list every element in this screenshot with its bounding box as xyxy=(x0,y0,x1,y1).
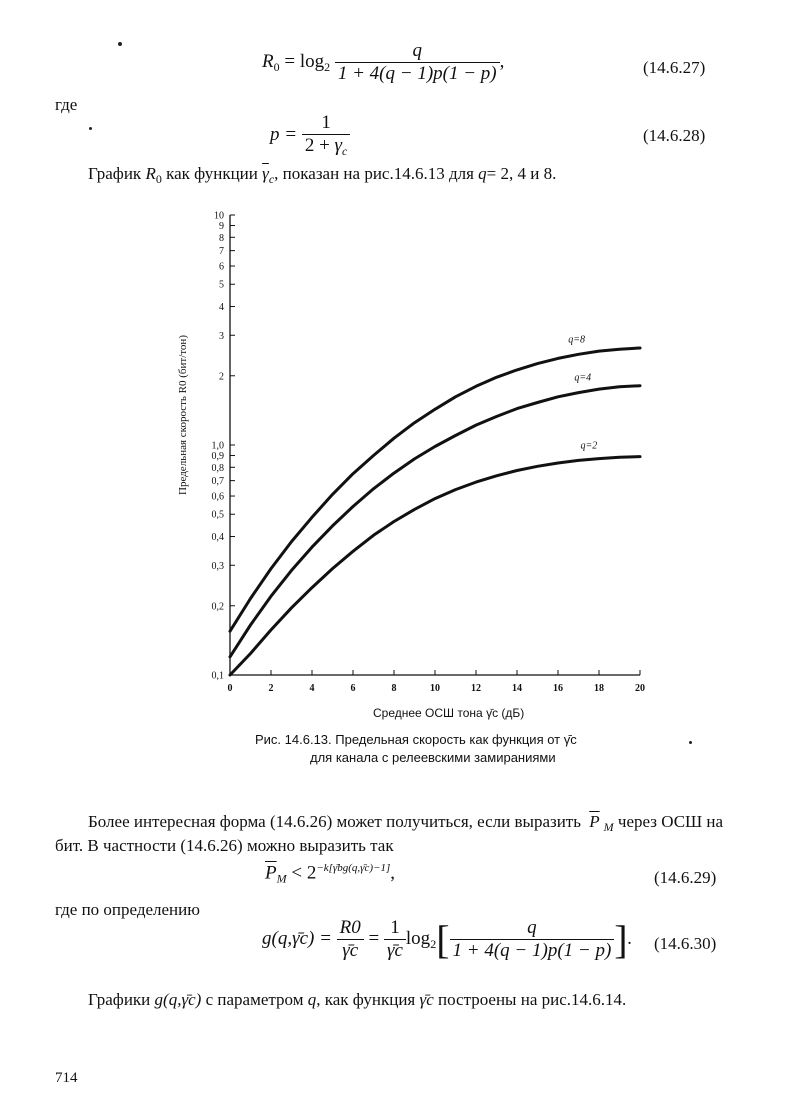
page-number: 714 xyxy=(55,1070,78,1086)
y-tick-label: 2 xyxy=(219,371,224,383)
last-paragraph: Графики g(q,γ̄c) с параметром q, как функция γ̄c построены на рис.14.6.14. xyxy=(88,990,627,1009)
x-tick-label: 0 xyxy=(227,683,233,694)
y-axis-label: Предельная скорость R0 (бит/тон) xyxy=(177,335,189,495)
y-tick-label: 0,4 xyxy=(211,532,224,544)
paragraph-1-line-1: Более интересная форма (14.6.26) может получиться, если выразить $\overline{P}$ $_M$ через ОСШ на xyxy=(88,812,724,834)
equation-number: (14.6.27) xyxy=(643,58,706,77)
scan-speck xyxy=(689,741,692,744)
y-tick-label: 0,9 xyxy=(211,451,224,463)
x-tick-label: 10 xyxy=(430,683,440,694)
equation-number: (14.6.29) xyxy=(654,868,717,887)
y-tick-label: 8 xyxy=(219,232,224,244)
series-label-q8: q=8 xyxy=(568,334,585,346)
y-tick-label: 4 xyxy=(219,302,224,314)
y-tick-label: 0,1 xyxy=(211,670,224,682)
y-tick-label: 5 xyxy=(219,279,224,291)
where-word: где xyxy=(55,95,78,114)
graph-sentence: График $R_0$ как функции $\overline{\gamma}_c$, показан на рис.14.6.13 для q= 2, 4 и 8. xyxy=(88,164,557,186)
series-label-q4: q=4 xyxy=(574,372,592,384)
y-tick-label: 0,3 xyxy=(211,560,224,572)
x-tick-label: 12 xyxy=(471,683,481,694)
series-label-q2: q=2 xyxy=(580,440,598,452)
equation-14-6-27: $R_0 = \log_2$ $\frac{q}{1 + 4(q - 1)p(1 - p)}$ , xyxy=(262,40,505,84)
chart-labels xyxy=(177,334,597,495)
y-tick-label: 0,2 xyxy=(211,601,224,613)
equation-number: (14.6.28) xyxy=(643,126,706,145)
paragraph-1-line-2: бит. В частности (14.6.26) можно выразить так xyxy=(55,836,394,855)
equation-14-6-30: g(q,γ̄c) = $\frac{R0}{\gammāc}$ = $\frac{1}{\gammāc}$ $\log_2$[ $\frac{q}{1 + 4(q - 1)p(1 - p)}$ ]. xyxy=(262,917,633,962)
y-tick-label: 6 xyxy=(219,261,224,273)
figure-14-6-13-chart xyxy=(160,200,660,730)
y-tick-label: 7 xyxy=(219,246,224,258)
where-by-definition: где по определению xyxy=(55,900,200,919)
y-tick-label: 10 xyxy=(214,210,224,222)
x-tick-label: 18 xyxy=(594,683,604,694)
x-tick-label: 6 xyxy=(350,683,356,694)
figure-caption-line-2: для канала с релеевскими замираниями xyxy=(310,750,556,765)
series-line-q2 xyxy=(230,457,640,675)
x-tick-label: 16 xyxy=(553,683,563,694)
y-tick-label: 0,8 xyxy=(211,462,224,474)
series-line-q4 xyxy=(230,386,640,657)
y-tick-label: 9 xyxy=(219,221,224,233)
equation-14-6-28: p = $\frac{1}{2 + \overline{\gamma}_c}$ xyxy=(270,112,350,159)
x-tick-label: 14 xyxy=(512,683,522,694)
x-tick-label: 20 xyxy=(635,683,645,694)
equation-14-6-29: $\overline{P}_M < 2^{-k[\gammābg(q,\gammāc)-1]}$, xyxy=(265,862,395,886)
equation-number: (14.6.30) xyxy=(654,934,717,953)
figure-caption-line-1: Рис. 14.6.13. Предельная скорость как функция от γ̄c xyxy=(255,732,577,747)
y-tick-label: 0,5 xyxy=(211,509,224,521)
y-tick-label: 0,7 xyxy=(211,476,224,488)
scan-speck xyxy=(118,42,122,46)
y-tick-label: 3 xyxy=(219,330,224,342)
x-tick-label: 8 xyxy=(391,683,397,694)
x-tick-label: 4 xyxy=(309,683,315,694)
y-tick-label: 1,0 xyxy=(211,440,224,452)
scan-speck xyxy=(89,127,92,130)
y-tick-label: 0,6 xyxy=(211,491,224,503)
chart-series xyxy=(230,348,640,675)
series-line-q8 xyxy=(230,348,640,631)
x-axis-label: Среднее ОСШ тона γ̄c (дБ) xyxy=(373,706,525,720)
x-tick-label: 2 xyxy=(268,683,274,694)
